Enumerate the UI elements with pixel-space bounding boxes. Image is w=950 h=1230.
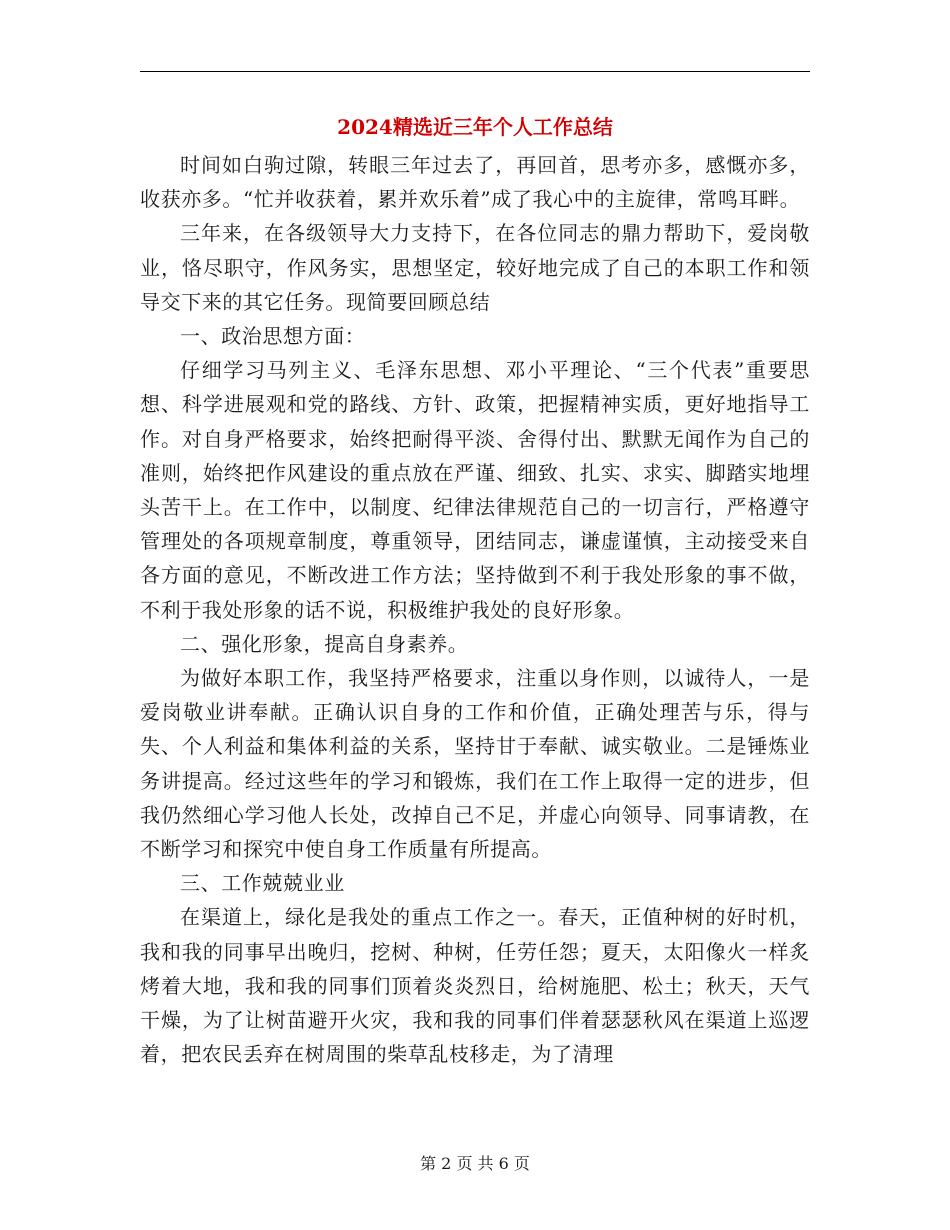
section-heading-political: 一、政治思想方面： [180,324,366,349]
header-rule [140,71,810,72]
paragraph-intro: 时间如白驹过隙，转眼三年过去了，再回首，思考亦多，感慨亦多，收获亦多。“忙并收获着，累并欢乐着”成了我心中的主旋律，常鸣耳畔。 [140,153,810,212]
page-number: 第 2 页 共 6 页 [420,1154,530,1173]
section-heading-image: 二、强化形象，提高自身素养。 [180,631,469,656]
document-title: 2024精选近三年个人工作总结 [337,115,613,139]
paragraph-work: 在渠道上，绿化是我处的重点工作之一。春天，正值种树的好时机，我和我的同事早出晚归，挖树、种树，任劳任怨；夏天，太阳像火一样炙烤着大地，我和我的同事们顶着炎炎烈日，给树施肥、松土；秋天，天气干燥，为了让树苗避开火灾，我和我的同事们伴着瑟瑟秋风在渠道上巡逻着，把农民丢弃在树周围的柴草乱枝移走，为了清理 [140,905,810,1067]
section-heading-work: 三、工作兢兢业业 [180,871,345,896]
paragraph-overview: 三年来，在各级领导大力支持下，在各位同志的鼎力帮助下，爱岗敬业，恪尽职守，作风务实，思想坚定，较好地完成了自己的本职工作和领导交下来的其它任务。现简要回顾总结 [140,221,810,314]
paragraph-image: 为做好本职工作，我坚持严格要求，注重以身作则，以诚待人，一是爱岗敬业讲奉献。正确认识自身的工作和价值，正确处理苦与乐，得与失、个人利益和集体利益的关系，坚持甘于奉献、诚实敬业。二是锤炼业务讲提高。经过这些年的学习和锻炼，我们在工作上取得一定的进步，但我仍然细心学习他人长处，改掉自己不足，并虚心向领导、同事请教，在不断学习和探究中使自身工作质量有所提高。 [140,666,810,862]
document-body [140,148,810,1071]
paragraph-political: 仔细学习马列主义、毛泽东思想、邓小平理论、“三个代表”重要思想、科学进展观和党的路线、方针、政策，把握精神实质，更好地指导工作。对自身严格要求，始终把耐得平淡、舍得付出、默默无闻作为自己的准则，始终把作风建设的重点放在严谨、细致、扎实、求实、脚踏实地埋头苦干上。在工作中，以制度、纪律法律规范自己的一切言行，严格遵守管理处的各项规章制度，尊重领导，团结同志，谦虚谨慎，主动接受来自各方面的意见，不断改进工作方法；坚持做到不利于我处形象的事不做，不利于我处形象的话不说，积极维护我处的良好形象。 [140,358,810,622]
